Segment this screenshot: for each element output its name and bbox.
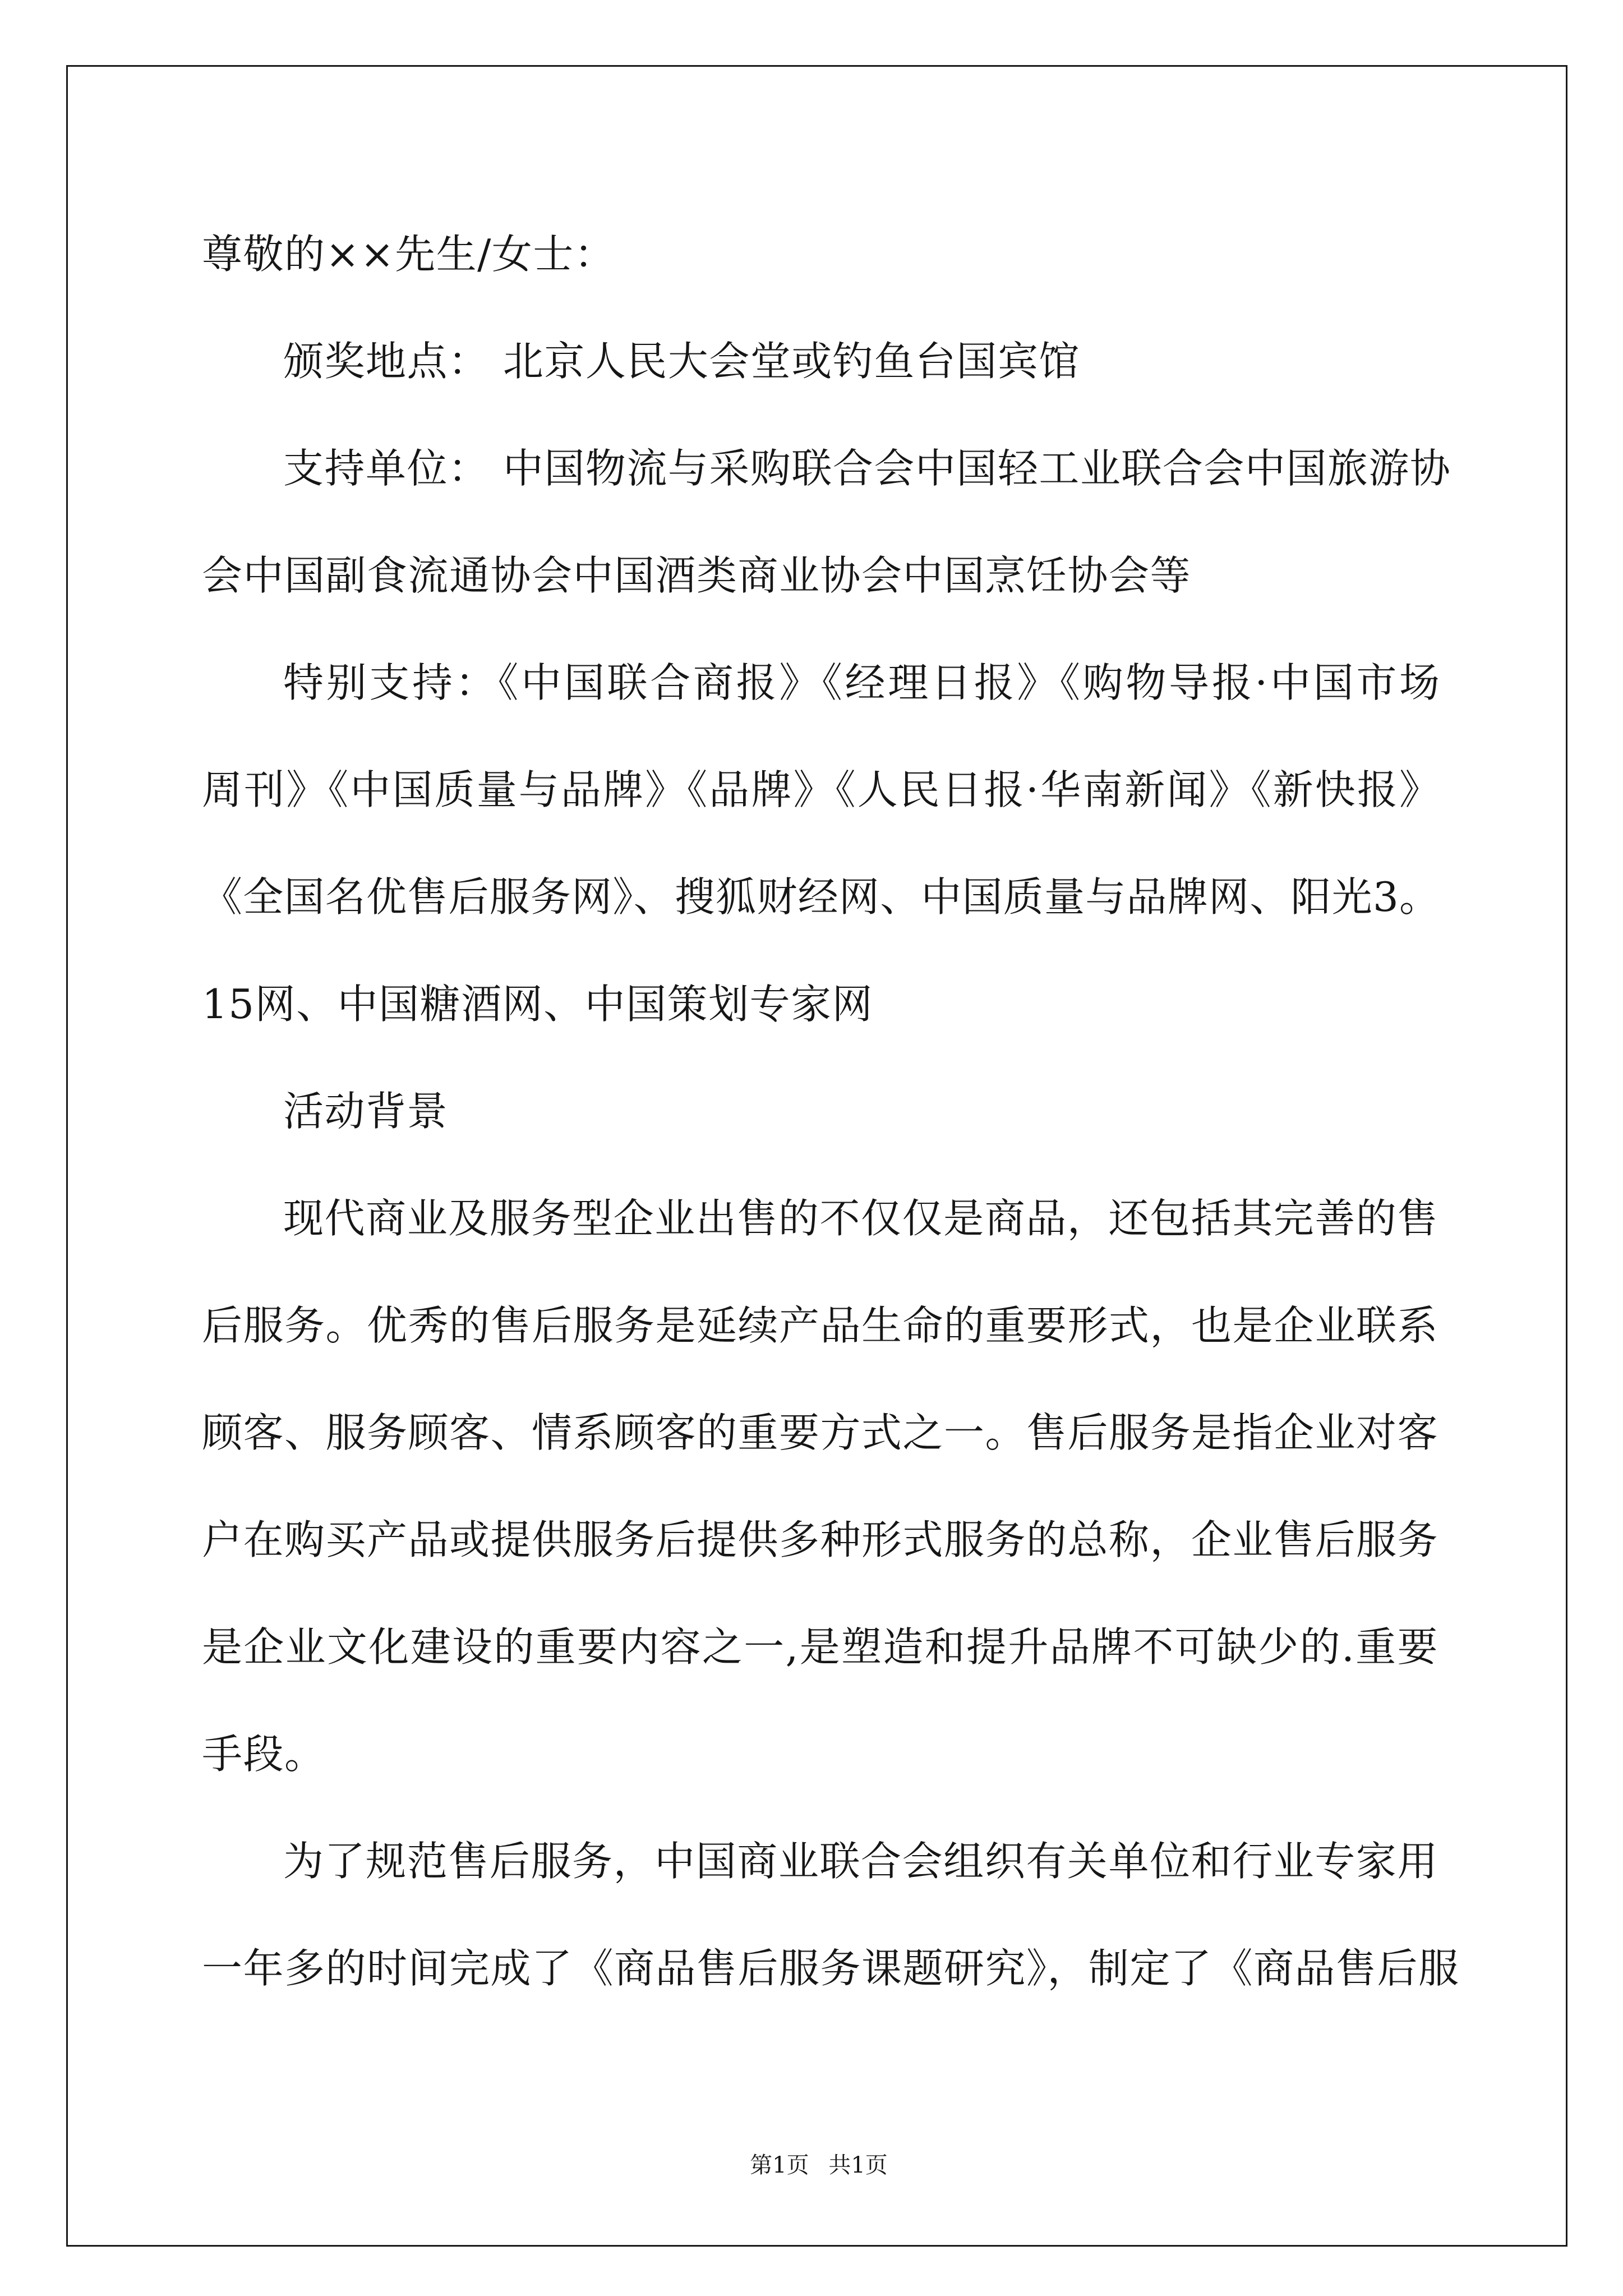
text-line: 颁奖地点： 北京人民大会堂或钓鱼台国宾馆 xyxy=(283,338,1080,385)
paragraph-background xyxy=(202,1165,1438,1808)
text-line: 为了规范售后服务，中国商业联合会组织有关单位和行业专家用 xyxy=(283,1838,1438,1885)
paragraph-award-venue xyxy=(202,308,1438,415)
document-body xyxy=(202,201,1460,2022)
text-line: 是企业文化建设的重要内容之一,是塑造和提升品牌不可缺少的.重要 xyxy=(202,1623,1438,1671)
salutation: 尊敬的××先生/女士： xyxy=(202,231,616,278)
text-line: 周刊》《中国质量与品牌》《品牌》《人民日报·华南新闻》《新快报》 xyxy=(202,766,1438,813)
text-line: 一年多的时间完成了《商品售后服务课题研究》，制定了《商品售后服 xyxy=(202,1945,1460,1992)
text-line: 会中国副食流通协会中国酒类商业协会中国烹饪协会等 xyxy=(202,552,1192,599)
paragraph-special-support xyxy=(202,629,1438,1058)
text-line: 手段。 xyxy=(202,1731,326,1778)
text-line: 现代商业及服务型企业出售的不仅仅是商品，还包括其完善的售 xyxy=(283,1195,1438,1242)
text-line: 后服务。优秀的售后服务是延续产品生命的重要形式，也是企业联系 xyxy=(202,1302,1439,1349)
text-line: 户在购买产品或提供服务后提供多种形式服务的总称，企业售后服务 xyxy=(202,1516,1439,1563)
page-footer: 第1页 共1页 xyxy=(750,2152,888,2178)
section-heading-background xyxy=(202,1058,1438,1165)
text-line: 支持单位： 中国物流与采购联合会中国轻工业联合会中国旅游协 xyxy=(283,445,1451,492)
paragraph-standardization xyxy=(202,1808,1460,2022)
text-line: 《全国名优售后服务网》、搜狐财经网、中国质量与品牌网、阳光3。 xyxy=(202,873,1438,921)
paragraph-supporting-units xyxy=(202,415,1451,629)
text-line: 特别支持：《中国联合商报》《经理日报》《购物导报·中国市场 xyxy=(283,659,1438,706)
section-heading: 活动背景 xyxy=(283,1088,449,1135)
text-line: 顾客、服务顾客、情系顾客的重要方式之一。售后服务是指企业对客 xyxy=(202,1409,1439,1456)
text-line: 15网、中国糖酒网、中国策划专家网 xyxy=(202,981,874,1028)
